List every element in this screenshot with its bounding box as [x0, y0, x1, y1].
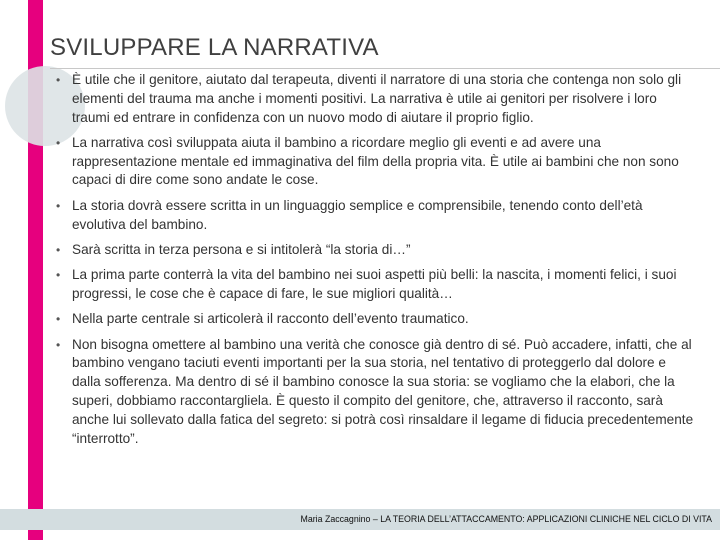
bullet-item: • Nella parte centrale si articolerà il racconto dell’evento traumatico.: [50, 310, 698, 329]
bullet-list: [50, 71, 698, 455]
bullet-item: • Sarà scritta in terza persona e si intitolerà “la storia di…”: [50, 241, 698, 260]
title-divider: [50, 68, 720, 69]
bullet-item: • La prima parte conterrà la vita del bambino nei suoi aspetti più belli: la nascita, i momenti felici, i suoi progressi, le cose che è capace di fare, le sue migliori qualità…: [50, 266, 698, 304]
bullet-item: • La storia dovrà essere scritta in un linguaggio semplice e comprensibile, tenendo conto dell’età evolutiva del bambino.: [50, 197, 698, 235]
slide-title: SVILUPPARE LA NARRATIVA: [50, 34, 379, 61]
bullet-item: • Non bisogna omettere al bambino una verità che conosce già dentro di sé. Può accadere, infatti, che al bambino vengano taciuti eventi importanti per la sua storia, nel tentativo di proteggerlo dal dolore e dalla sofferenza. Ma dentro di sé il bambino conosce la sua storia: se vogliamo che la elabori, che la superi, dobbiamo raccontargliela. È questo il compito del genitore, che, attraverso il racconto, sarà anche lui sollevato dalla fatica del segreto: si potrà così rinsaldare il legame di fiducia precedentemente “interrotto”.: [50, 336, 698, 449]
bullet-item: • La narrativa così sviluppata aiuta il bambino a ricordare meglio gli eventi e ad avere una rappresentazione mentale ed immaginativa del film della propria vita. È utile ai bambini che non sono capaci di dire come sono andate le cose.: [50, 134, 698, 190]
slide-footer: Maria Zaccagnino – LA TEORIA DELL’ATTACCAMENTO: APPLICAZIONI CLINICHE NEL CICLO DI VITA: [300, 514, 712, 524]
bullet-item: • È utile che il genitore, aiutato dal terapeuta, diventi il narratore di una storia che contenga non solo gli elementi del trauma ma anche i momenti positivi. La narrativa è utile ai genitori per risolvere i loro traumi ed entrare in confidenza con un nuovo modo di aiutare il proprio figlio.: [50, 71, 698, 127]
